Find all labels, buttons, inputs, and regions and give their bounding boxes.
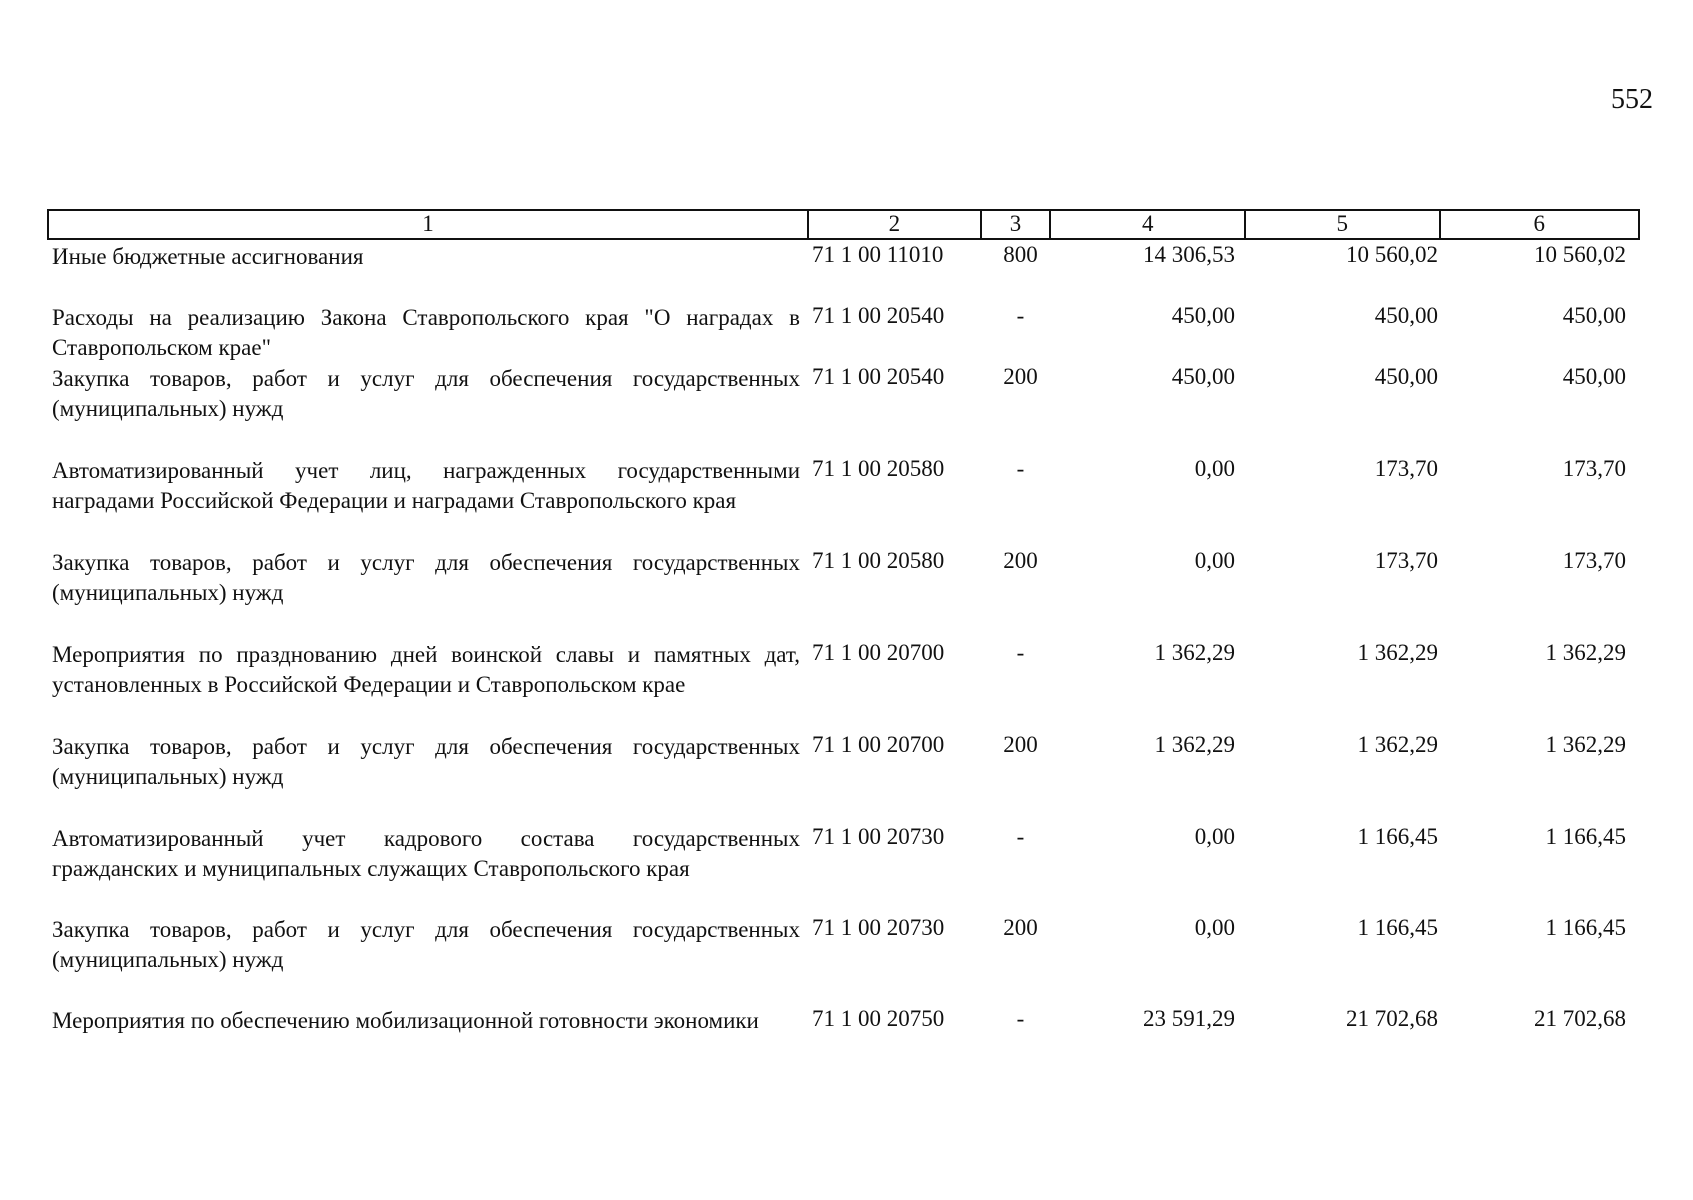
row-code: 71 1 00 20700 <box>812 732 945 757</box>
table-row <box>52 1006 1640 1036</box>
row-expense-type: 200 <box>1003 732 1038 757</box>
row-value-6: 173,70 <box>1562 456 1626 481</box>
table-header <box>47 209 1640 240</box>
row-code: 71 1 00 20730 <box>812 915 945 940</box>
row-value-6: 173,70 <box>1562 548 1626 573</box>
row-description: Закупка товаров, работ и услуг для обеспечения государственных (муниципальных) нужд <box>52 366 800 421</box>
row-description: Закупка товаров, работ и услуг для обеспечения государственных (муниципальных) нужд <box>52 550 800 605</box>
row-value-4: 23 591,29 <box>1143 1006 1235 1031</box>
table-row <box>52 915 1640 975</box>
row-value-4: 450,00 <box>1171 364 1235 389</box>
header-col-5: 5 <box>1246 211 1441 238</box>
table-row <box>52 364 1640 424</box>
table-row <box>52 640 1640 700</box>
row-value-6: 450,00 <box>1562 364 1626 389</box>
table-row <box>52 548 1640 608</box>
row-code: 71 1 00 20580 <box>812 456 945 481</box>
row-value-4: 0,00 <box>1194 456 1235 481</box>
header-col-4: 4 <box>1051 211 1246 238</box>
row-value-6: 1 362,29 <box>1545 732 1626 757</box>
table-row <box>52 824 1640 884</box>
row-value-5: 1 166,45 <box>1357 915 1438 940</box>
row-value-5: 1 362,29 <box>1357 640 1438 665</box>
row-description: Закупка товаров, работ и услуг для обеспечения государственных (муниципальных) нужд <box>52 917 800 972</box>
row-value-5: 21 702,68 <box>1346 1006 1438 1031</box>
row-value-4: 0,00 <box>1194 548 1235 573</box>
row-value-4: 14 306,53 <box>1143 242 1235 267</box>
row-description: Автоматизированный учет лиц, награжденных государственными наградами Российской Федерации и наградами Ставропольского края <box>52 458 800 513</box>
row-value-5: 450,00 <box>1374 364 1438 389</box>
row-value-5: 1 166,45 <box>1357 824 1438 849</box>
row-expense-type: - <box>1016 640 1025 665</box>
row-value-4: 450,00 <box>1171 303 1235 328</box>
row-code: 71 1 00 20730 <box>812 824 945 849</box>
row-code: 71 1 00 20580 <box>812 548 945 573</box>
row-description: Автоматизированный учет кадрового состава государственных гражданских и муниципальных служащих Ставропольского края <box>52 826 800 881</box>
row-expense-type: 200 <box>1003 364 1038 389</box>
row-value-6: 10 560,02 <box>1534 242 1626 267</box>
header-col-3: 3 <box>982 211 1052 238</box>
row-description: Мероприятия по празднованию дней воинской славы и памятных дат, установленных в Российской Федерации и Ставропольском крае <box>52 642 800 697</box>
row-value-6: 1 166,45 <box>1545 824 1626 849</box>
row-expense-type: 200 <box>1003 915 1038 940</box>
row-code: 71 1 00 20700 <box>812 640 945 665</box>
page-number: 552 <box>1611 84 1653 115</box>
row-description: Закупка товаров, работ и услуг для обеспечения государственных (муниципальных) нужд <box>52 734 800 789</box>
header-col-2: 2 <box>809 211 982 238</box>
row-value-4: 1 362,29 <box>1154 640 1235 665</box>
row-value-5: 10 560,02 <box>1346 242 1438 267</box>
row-expense-type: - <box>1016 456 1025 481</box>
row-value-4: 0,00 <box>1194 824 1235 849</box>
row-expense-type: - <box>1016 824 1025 849</box>
row-expense-type: - <box>1016 1006 1025 1031</box>
row-value-4: 1 362,29 <box>1154 732 1235 757</box>
row-value-5: 173,70 <box>1374 548 1438 573</box>
row-value-6: 1 362,29 <box>1545 640 1626 665</box>
row-description: Мероприятия по обеспечению мобилизационной готовности экономики <box>52 1008 759 1033</box>
row-value-6: 21 702,68 <box>1534 1006 1626 1031</box>
row-description: Расходы на реализацию Закона Ставропольского края "О наградах в Ставропольском крае" <box>52 305 800 360</box>
table-row <box>52 456 1640 516</box>
row-value-5: 173,70 <box>1374 456 1438 481</box>
row-description: Иные бюджетные ассигнования <box>52 244 364 269</box>
header-col-6: 6 <box>1533 211 1545 236</box>
table-row <box>52 303 1640 363</box>
row-code: 71 1 00 20750 <box>812 1006 945 1031</box>
row-value-6: 450,00 <box>1562 303 1626 328</box>
row-expense-type: 800 <box>1003 242 1038 267</box>
table-row <box>52 242 1640 272</box>
row-code: 71 1 00 11010 <box>812 242 944 267</box>
row-value-6: 1 166,45 <box>1545 915 1626 940</box>
row-code: 71 1 00 20540 <box>812 303 945 328</box>
header-col-1: 1 <box>49 211 809 238</box>
row-expense-type: 200 <box>1003 548 1038 573</box>
row-value-5: 450,00 <box>1374 303 1438 328</box>
row-code: 71 1 00 20540 <box>812 364 945 389</box>
table-row <box>52 732 1640 792</box>
row-value-4: 0,00 <box>1194 915 1235 940</box>
row-expense-type: - <box>1016 303 1025 328</box>
row-value-5: 1 362,29 <box>1357 732 1438 757</box>
